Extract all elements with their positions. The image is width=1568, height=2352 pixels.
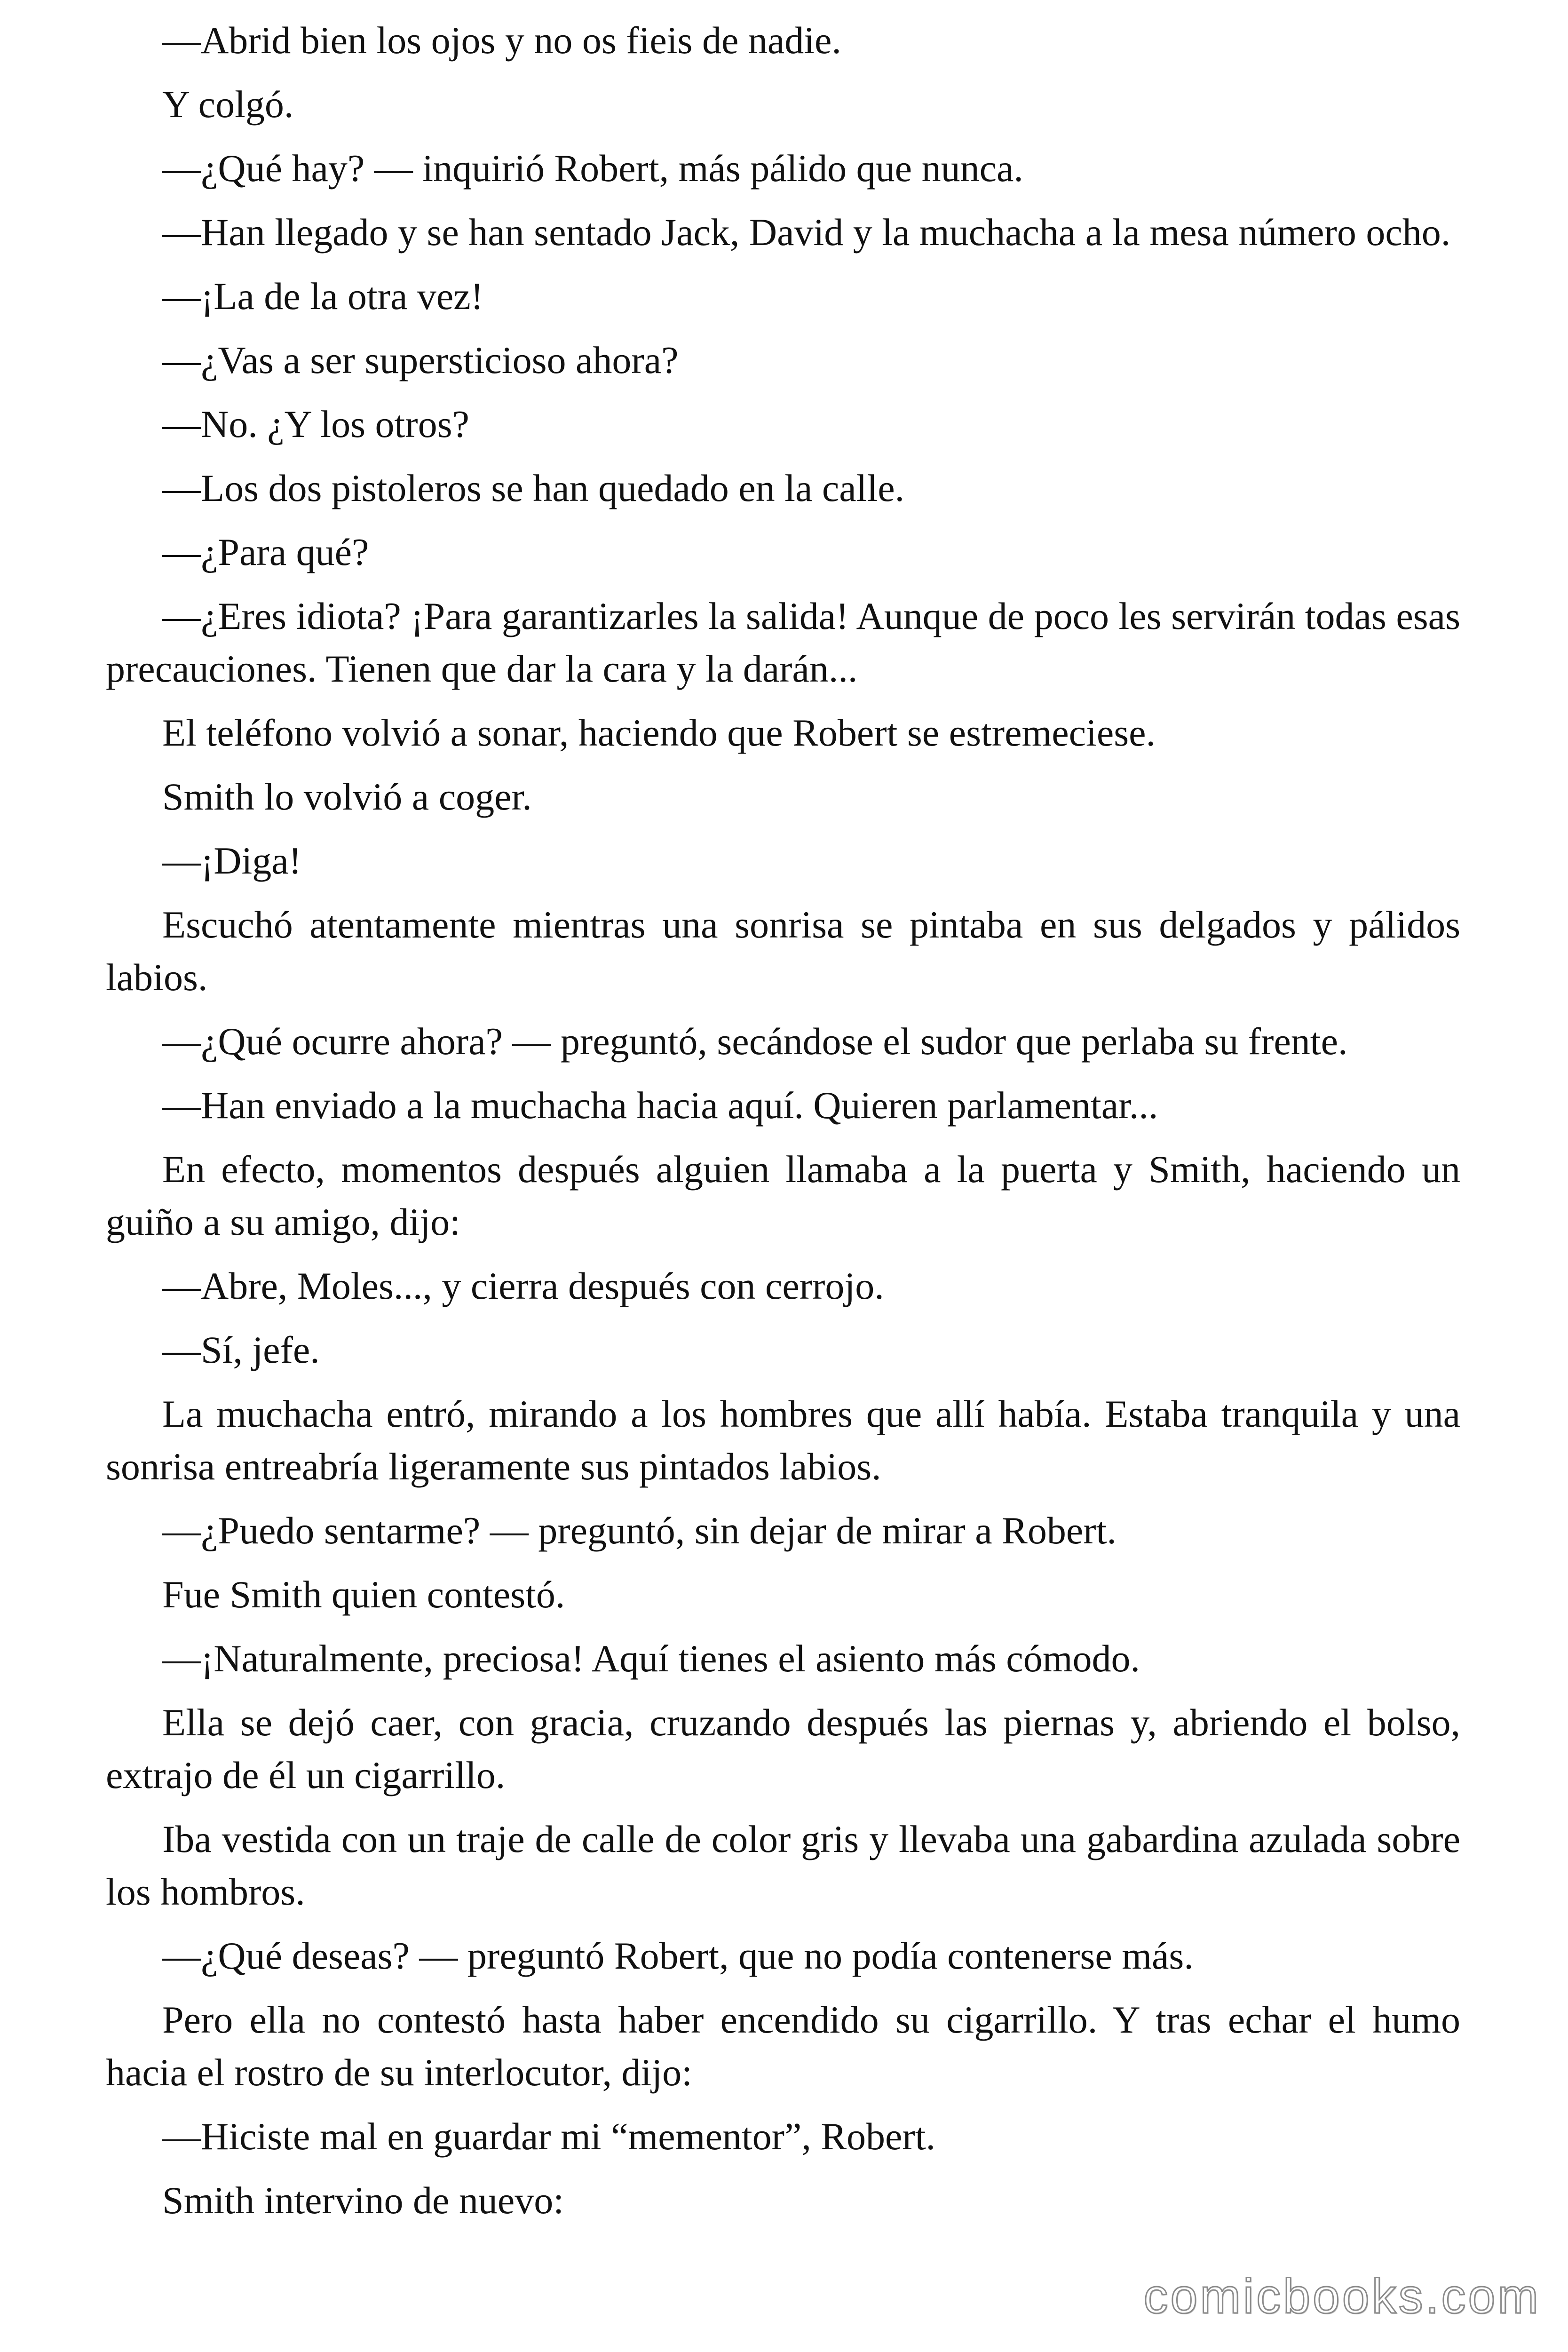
paragraph: —No. ¿Y los otros? [162, 403, 469, 445]
paragraph: —Sí, jefe. [162, 1328, 320, 1371]
paragraph: —Los dos pistoleros se han quedado en la calle. [162, 467, 905, 509]
paragraph: —Abre, Moles..., y cierra después con cerrojo. [162, 1264, 884, 1307]
paragraph: Smith intervino de nuevo: [162, 2179, 564, 2222]
paragraph: —¿Eres idiota? ¡Para garantizarles la salida! Aunque de poco les servirán todas esas precauciones. Tienen que dar la cara y la darán... [106, 595, 1460, 690]
paragraph: Escuchó atentamente mientras una sonrisa se pintaba en sus delgados y pálidos labios. [106, 903, 1460, 999]
paragraph: —Han llegado y se han sentado Jack, David y la muchacha a la mesa número ocho. [162, 211, 1451, 254]
paragraph: —¡Diga! [162, 839, 302, 882]
paragraph: Fue Smith quien contestó. [162, 1573, 565, 1616]
watermark: comicbooks.com [1143, 2269, 1541, 2324]
paragraph: Pero ella no contestó hasta haber encendido su cigarrillo. Y tras echar el humo hacia el rostro de su interlocutor, dijo: [106, 1998, 1460, 2094]
paragraph: El teléfono volvió a sonar, haciendo que Robert se estremeciese. [162, 711, 1156, 754]
paragraph: En efecto, momentos después alguien llamaba a la puerta y Smith, haciendo un guiño a su amigo, dijo: [106, 1148, 1460, 1243]
paragraph: —¿Qué ocurre ahora? — preguntó, secándose el sudor que perlaba su frente. [162, 1020, 1348, 1063]
paragraph: Y colgó. [162, 83, 294, 126]
paragraph: —Han enviado a la muchacha hacia aquí. Quieren parlamentar... [162, 1084, 1158, 1127]
paragraph: Ella se dejó caer, con gracia, cruzando después las piernas y, abriendo el bolso, extrajo de él un cigarrillo. [106, 1701, 1460, 1796]
paragraph: —¡La de la otra vez! [162, 275, 483, 318]
paragraph: La muchacha entró, mirando a los hombres que allí había. Estaba tranquila y una sonrisa entreabría ligeramente sus pintados labios. [106, 1392, 1460, 1488]
body-text [106, 14, 1460, 2238]
paragraph: —Abrid bien los ojos y no os fieis de nadie. [162, 19, 841, 62]
paragraph: —¿Vas a ser supersticioso ahora? [162, 339, 679, 381]
paragraph: —¿Para qué? [162, 531, 369, 573]
paragraph: —Hiciste mal en guardar mi “mementor”, Robert. [162, 2115, 936, 2158]
paragraph: Smith lo volvió a coger. [162, 775, 532, 818]
paragraph: —¿Qué deseas? — preguntó Robert, que no podía contenerse más. [162, 1934, 1194, 1977]
paragraph: —¡Naturalmente, preciosa! Aquí tienes el asiento más cómodo. [162, 1637, 1140, 1680]
paragraph: —¿Qué hay? — inquirió Robert, más pálido que nunca. [162, 147, 1023, 190]
paragraph: —¿Puedo sentarme? — preguntó, sin dejar de mirar a Robert. [162, 1509, 1117, 1552]
paragraph: Iba vestida con un traje de calle de color gris y llevaba una gabardina azulada sobre los hombros. [106, 1818, 1460, 1913]
